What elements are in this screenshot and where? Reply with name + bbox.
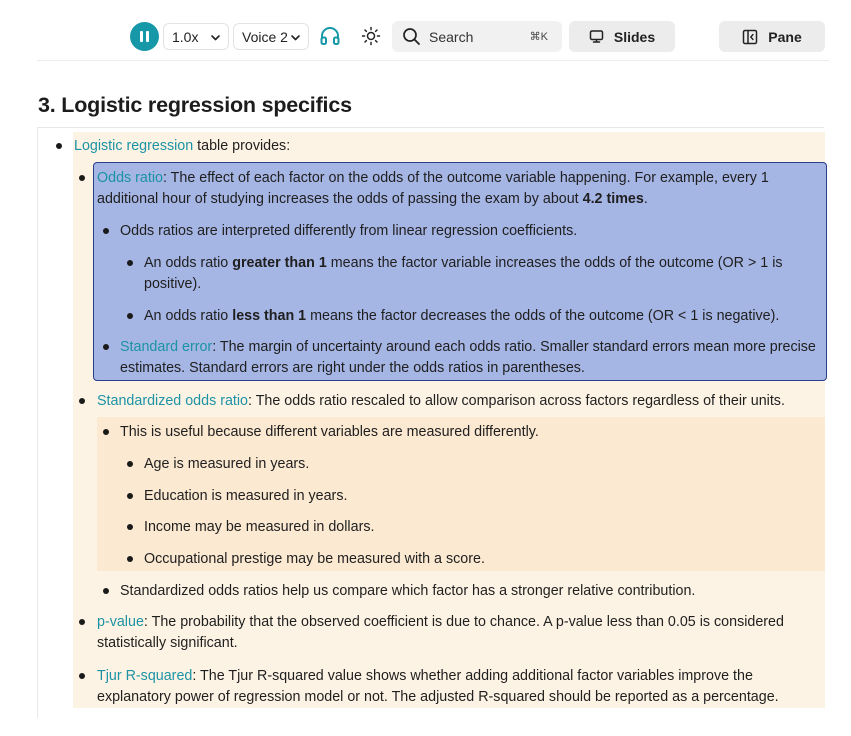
- list-bullet: [79, 673, 85, 679]
- list-bullet: [127, 524, 133, 530]
- list-item: Standardized odds ratios help us compare which factor has a stronger relative contribution.: [120, 583, 696, 599]
- list-bullet: [127, 556, 133, 562]
- p-value-link[interactable]: p-value: [97, 614, 144, 630]
- chevron-down-icon: [290, 32, 301, 43]
- standard-error-link[interactable]: Standard error: [120, 339, 213, 355]
- headphones-button[interactable]: [319, 25, 341, 47]
- list-bullet: [79, 175, 85, 181]
- pane-button[interactable]: [719, 21, 825, 52]
- list-item-continuation: additional hour of studying increases the odds of passing the exam by about 4.2 times.: [97, 191, 648, 207]
- list-item: Education is measured in years.: [144, 488, 348, 504]
- side-panel-icon: [742, 29, 758, 45]
- list-item: Standard error: The margin of uncertainty around each odds ratio. Smaller standard errors mean more precise: [120, 339, 816, 355]
- list-item: Logistic regression table provides:: [74, 138, 291, 154]
- list-bullet: [103, 429, 109, 435]
- list-item: Age is measured in years.: [144, 456, 310, 472]
- list-bullet: [79, 619, 85, 625]
- search-label: Search: [429, 28, 474, 45]
- search-icon: [402, 27, 421, 46]
- list-item: Income may be measured in dollars.: [144, 519, 375, 535]
- list-bullet: [79, 398, 85, 404]
- section-heading: 3. Logistic regression specifics: [38, 93, 352, 117]
- list-item: p-value: The probability that the observed coefficient is due to chance. A p-value less than 0.05 is considered: [97, 614, 784, 630]
- list-bullet: [56, 143, 62, 149]
- headphones-icon: [319, 25, 341, 47]
- speed-select[interactable]: [163, 23, 229, 50]
- sun-icon: [361, 26, 381, 46]
- section-left-border: [37, 128, 38, 718]
- list-item: This is useful because different variables are measured differently.: [120, 424, 539, 440]
- list-item: An odds ratio greater than 1 means the factor variable increases the odds of the outcome (OR > 1 is: [144, 255, 783, 271]
- list-item: Standardized odds ratio: The odds ratio rescaled to allow comparison across factors regardless of their units.: [97, 393, 785, 409]
- list-item-continuation: positive).: [144, 276, 202, 292]
- list-bullet: [103, 344, 109, 350]
- search-bar[interactable]: [392, 21, 562, 52]
- toolbar-divider: [37, 60, 829, 61]
- list-bullet: [127, 461, 133, 467]
- list-bullet: [103, 228, 109, 234]
- pause-button[interactable]: [130, 22, 159, 51]
- tjur-r-squared-link[interactable]: Tjur R-squared: [97, 668, 193, 684]
- list-item-continuation: explanatory power of regression model or not. The adjusted R-squared should be reported as a percentage.: [97, 689, 779, 705]
- list-bullet: [103, 588, 109, 594]
- list-item: Tjur R-squared: The Tjur R-squared value shows whether adding additional factor variables improve the: [97, 668, 753, 684]
- standardized-odds-ratio-link[interactable]: Standardized odds ratio: [97, 393, 249, 409]
- pane-label: Pane: [768, 28, 802, 45]
- speed-value: 1.0x: [172, 28, 199, 45]
- logistic-regression-link[interactable]: Logistic regression: [74, 138, 194, 154]
- monitor-icon: [589, 29, 604, 44]
- voice-value: Voice 2: [242, 28, 288, 45]
- list-item: Odds ratio: The effect of each factor on the odds of the outcome variable happening. For example, every 1: [97, 170, 769, 186]
- theme-toggle-button[interactable]: [360, 25, 382, 47]
- voice-select[interactable]: [233, 23, 309, 50]
- heading-divider: [37, 127, 824, 128]
- odds-ratio-link[interactable]: Odds ratio: [97, 170, 163, 186]
- slides-button[interactable]: [569, 21, 675, 52]
- list-item-continuation: estimates. Standard errors are right under the odds ratios in parentheses.: [120, 360, 585, 376]
- player-toolbar: [0, 0, 851, 60]
- list-item: Odds ratios are interpreted differently from linear regression coefficients.: [120, 223, 578, 239]
- list-bullet: [127, 493, 133, 499]
- list-bullet: [127, 313, 133, 319]
- search-shortcut: ⌘K: [529, 31, 548, 43]
- chevron-down-icon: [210, 32, 221, 43]
- list-item: An odds ratio less than 1 means the factor decreases the odds of the outcome (OR < 1 is negative).: [144, 308, 780, 324]
- pause-icon: [140, 31, 143, 42]
- list-bullet: [127, 260, 133, 266]
- list-item: Occupational prestige may be measured with a score.: [144, 551, 485, 567]
- slides-label: Slides: [613, 28, 656, 45]
- list-item-continuation: statistically significant.: [97, 635, 238, 651]
